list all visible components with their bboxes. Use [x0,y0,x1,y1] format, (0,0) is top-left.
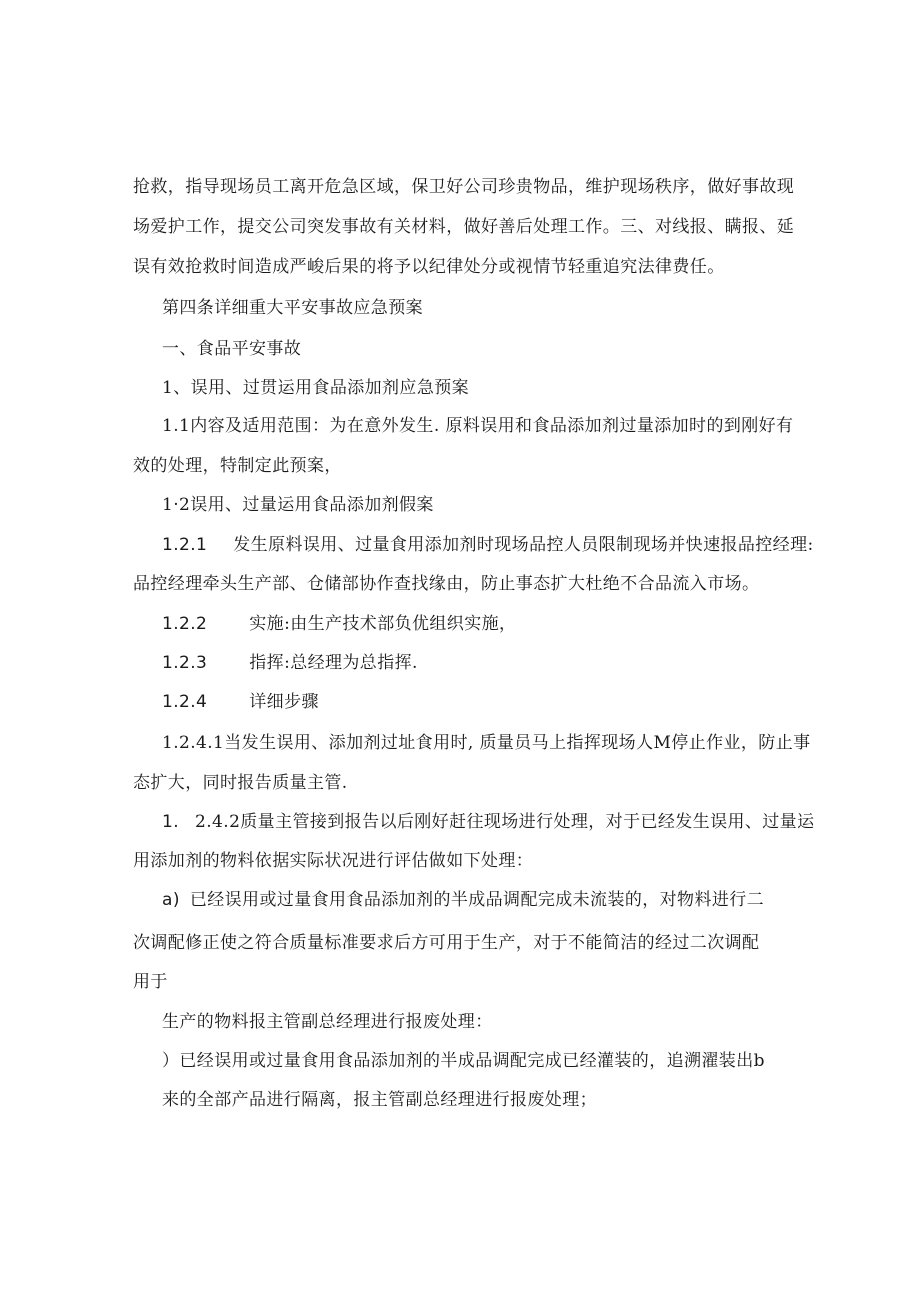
numbered-item [162,652,418,674]
paragraph-line: 次调配修正使之符合质量标准要求后方可用于生产，对于不能简洁的经过二次调配 [133,933,760,953]
subsection-heading: 1、误用、过贯运用食品添加剂应急预案 [162,378,470,398]
paragraph-line: 抢救，指导现场员工离开危急区域，保卫好公司珍贵物品，维护现场秩序，做好事故现 [133,177,795,197]
item-number: 1.2.3 [162,653,208,673]
item-number: 1. [162,812,180,832]
paragraph-line: 1.1内容及适用范围：为在意外发生. 原料误用和食品添加剂过量添加时的到刚好有 [162,416,794,436]
numbered-item [162,613,516,635]
item-text: 指挥:总经理为总指挥. [249,653,418,673]
item-letter: a) [162,890,180,910]
subsection-heading: 1·2误用、过量运用食品添加剂假案 [162,495,434,515]
item-text: 已经误用或过量食用食品添加剂的半成品调配完成未流装的，对物料进行二 [189,890,765,910]
section-heading: 第四条详细重大平安事故应急预案 [162,298,423,318]
paragraph-line: 场爱护工作，提交公司突发事故有关材料，做好善后处理工作。三、对线报、瞒报、延 [133,217,795,237]
paragraph-line: ）已经误用或过量食用食品添加剂的半成品调配完成已经灌装的，追溯濯装出b [162,1051,765,1071]
item-number: 1.2.1 [162,535,208,555]
section-heading: 一、食品平安事故 [162,339,302,359]
paragraph-line: 1.2.4.1当发生误用、添加剂过址食用时, 质量员马上指挥现场人M停止作业，防止事 [162,733,811,753]
item-text: 2.4.2质量主管接到报告以后刚好赶往现场进行处理，对于已经发生误用、过量运 [195,812,815,832]
paragraph-line: 用添加剂的物料依据实际状况进行评估做如下处理： [133,851,534,871]
paragraph-line: 效的处理，特制定此预案， [133,456,342,476]
item-number: 1.2.2 [162,614,208,634]
item-text: 发生原料误用、过量食用添加剂时现场品控人员限制现场并快速报品控经理: [233,535,814,555]
paragraph-line: 误有效抢救时间造成严峻后果的将予以纪律处分或视情节轻重追究法律费任。 [133,257,725,277]
numbered-item [162,811,815,833]
paragraph-line: 用于 [133,972,168,992]
item-text: 详细步骤 [249,692,319,712]
numbered-item [162,691,319,713]
paragraph-line: 生产的物料报主管副总经理进行报废处理： [162,1012,493,1032]
paragraph-line: 态扩大，同时报告质量主管. [133,773,348,793]
item-text: 实施:由生产技术部负优组织实施， [249,614,517,634]
paragraph-line: 品控经理牵头生产部、仓储部协作查找缘由，防止事态扩大杜绝不合品流入市场。 [133,574,760,594]
item-number: 1.2.4 [162,692,208,712]
paragraph-line: 来的全部产品进行隔离，报主管副总经理进行报废处理； [162,1090,597,1110]
lettered-item [162,889,764,911]
numbered-item [162,534,814,556]
